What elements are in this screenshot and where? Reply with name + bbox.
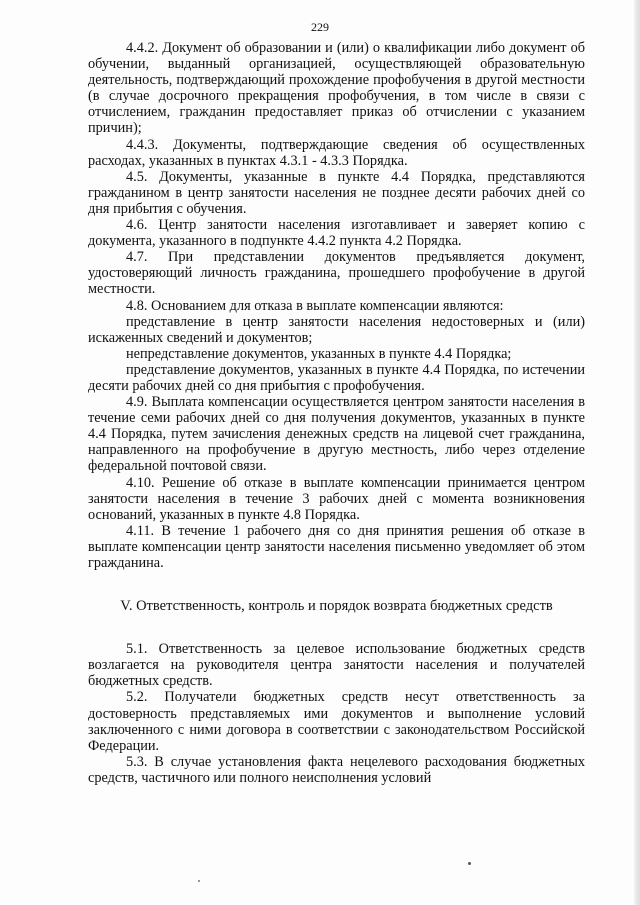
page-number: 229 (311, 20, 329, 34)
paragraph-4-8-item-2: непредставление документов, указанных в пункте 4.4 Порядка; (126, 345, 512, 362)
paragraph-4-10: 4.10. Решение об отказе в выплате компенсации принимается центром занятости населения в течение 3 рабочих дней с момента возникновения оснований, указанных в пункте 4.8 Порядка. (88, 474, 585, 523)
paragraph-5-2: 5.2. Получатели бюджетных средств несут ответственность за достоверность представляемых ими документов и выполнение условий заключенного с ними договора в соответствии с законодательством Российской Федерации. (88, 689, 585, 754)
paragraph-4-4-2: 4.4.2. Документ об образовании и (или) о квалификации либо документ об обучении, выданный организацией, осуществляющей образовательную деятельность, подтверждающий прохождение профобучения в другой местности (в случае досрочного прекращения профобучения, в том числе в связи с отчислением, гражданин предоставляет приказ об отчислении с указанием причин); (88, 40, 585, 137)
document-body (88, 40, 585, 786)
paragraph-4-9: 4.9. Выплата компенсации осуществляется центром занятости населения в течение семи рабочих дней со дня получения документов, указанных в пункте 4.4 Порядка, путем зачисления денежных средств на лицевой счет гражданина, направленного на профобучение в другую местность, либо через отделение федеральной почтовой связи. (88, 394, 585, 475)
section-heading: V. Ответственность, контроль и порядок возврата бюджетных средств (120, 598, 553, 615)
paragraph-4-5: 4.5. Документы, указанные в пункте 4.4 Порядка, представляются гражданином в центр занятости населения не позднее десяти рабочих дней со дня прибытия с обучения. (88, 168, 585, 217)
paragraph-4-8-item-1: представление в центр занятости населения недостоверных и (или) искаженных сведений и документов; (88, 313, 585, 346)
paragraph-4-4-3: 4.4.3. Документы, подтверждающие сведения об осуществленных расходах, указанных в пунктах 4.3.1 - 4.3.3 Порядка. (88, 136, 585, 169)
scan-speck (468, 862, 471, 865)
paragraph-4-8-item-3: представление документов, указанных в пункте 4.4 Порядка, по истечении десяти рабочих дней со дня прибытия с профобучения. (88, 361, 585, 394)
paragraph-4-6: 4.6. Центр занятости населения изготавливает и заверяет копию с документа, указанного в подпункте 4.4.2 пункта 4.2 Порядка. (88, 217, 585, 250)
paragraph-4-8: 4.8. Основанием для отказа в выплате компенсации являются: (126, 297, 504, 314)
paragraph-5-3: 5.3. В случае установления факта нецелевого расходования бюджетных средств, частичного или полного неисполнения условий (88, 753, 585, 786)
scan-speck (198, 880, 200, 882)
paragraph-5-1: 5.1. Ответственность за целевое использование бюджетных средств возлагается на руководителя центра занятости населения и получателей бюджетных средств. (88, 641, 585, 690)
paragraph-4-11: 4.11. В течение 1 рабочего дня со дня принятия решения об отказе в выплате компенсации центр занятости населения письменно уведомляет об этом гражданина. (88, 522, 585, 571)
scan-edge (634, 0, 640, 905)
paragraph-4-7: 4.7. При представлении документов предъявляется документ, удостоверяющий личность гражданина, прошедшего профобучение в другой местности. (88, 249, 585, 298)
